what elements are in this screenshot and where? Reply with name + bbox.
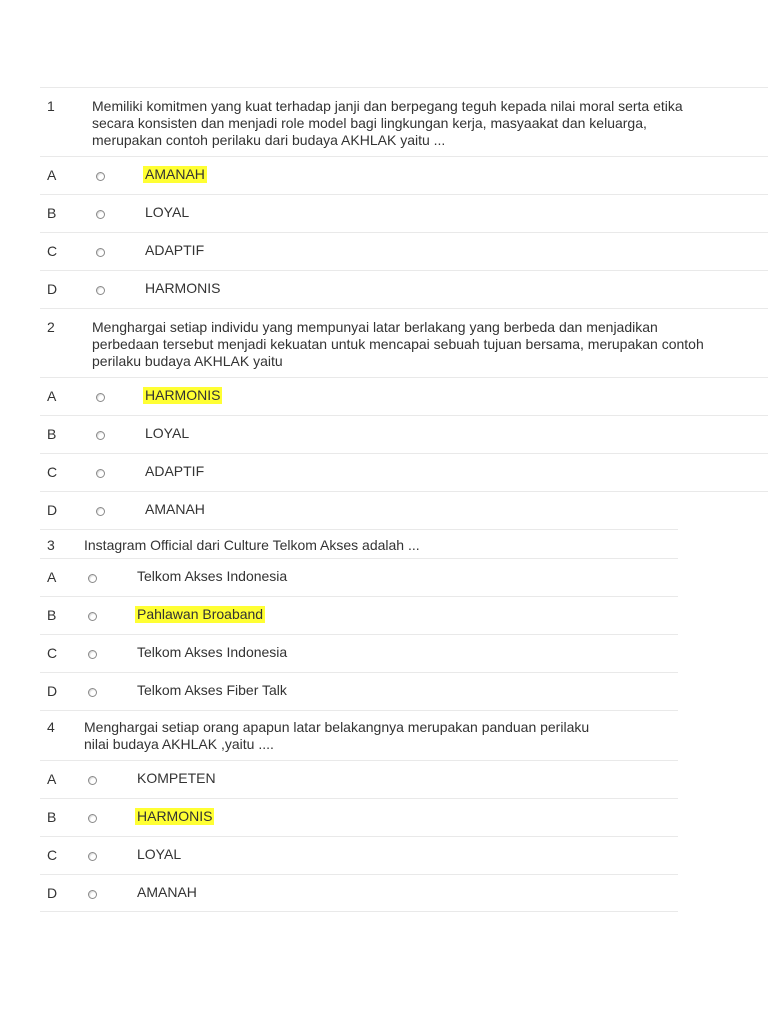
option-letter: A — [47, 569, 57, 585]
option-row[interactable] — [40, 194, 768, 232]
option-row[interactable] — [40, 156, 768, 194]
question-number: 1 — [47, 98, 55, 114]
option-text: Telkom Akses Fiber Talk — [137, 682, 287, 698]
option-letter: B — [47, 809, 57, 825]
option-row[interactable] — [40, 596, 678, 634]
option-letter: B — [47, 205, 57, 221]
option-letter: C — [47, 243, 58, 259]
option-text: ADAPTIF — [145, 463, 205, 479]
option-text: Telkom Akses Indonesia — [137, 644, 288, 660]
option-row[interactable] — [40, 836, 678, 874]
question-row — [40, 87, 768, 156]
radio-button[interactable] — [88, 650, 97, 659]
option-letter: D — [47, 885, 58, 901]
question-block-2 — [40, 308, 768, 529]
option-row[interactable] — [40, 270, 768, 308]
option-text: AMANAH — [145, 166, 205, 182]
option-row[interactable] — [40, 453, 768, 491]
question-text: Instagram Official dari Culture Telkom Akses adalah ... — [84, 537, 420, 553]
radio-button[interactable] — [96, 431, 105, 440]
option-row[interactable] — [40, 491, 768, 529]
option-text: Telkom Akses Indonesia — [137, 568, 288, 584]
option-text: HARMONIS — [137, 808, 213, 824]
option-row[interactable] — [40, 672, 678, 710]
radio-button[interactable] — [96, 172, 105, 181]
radio-button[interactable] — [88, 612, 97, 621]
option-letter: C — [47, 464, 58, 480]
option-text: AMANAH — [137, 884, 197, 900]
option-letter: D — [47, 281, 58, 297]
option-text: KOMPETEN — [137, 770, 216, 786]
question-row — [40, 529, 678, 558]
radio-button[interactable] — [96, 393, 105, 402]
question-row — [40, 710, 678, 760]
question-block-4 — [40, 710, 678, 912]
question-text: Menghargai setiap individu yang mempunyai latar berlakang yang berbeda dan menjadikan perbedaan tersebut menjadi kekuatan untuk mencapai sebuah tujuan bersama, merupakan contoh perilaku budaya AKHLAK yaitu — [92, 319, 704, 369]
radio-button[interactable] — [88, 814, 97, 823]
quiz-sheet — [40, 87, 768, 912]
option-letter: C — [47, 645, 58, 661]
radio-button[interactable] — [96, 507, 105, 516]
question-text: Memiliki komitmen yang kuat terhadap janji dan berpegang teguh kepada nilai moral serta etika secara konsisten dan menjadi role model bagi lingkungan kerja, masyaakat dan keluarga, merupakan contoh perilaku dari budaya AKHLAK yaitu ... — [92, 98, 683, 148]
option-text: LOYAL — [145, 204, 190, 220]
option-text: LOYAL — [137, 846, 182, 862]
option-letter: D — [47, 683, 58, 699]
option-text: ADAPTIF — [145, 242, 205, 258]
option-text: HARMONIS — [145, 387, 221, 403]
option-row[interactable] — [40, 760, 678, 798]
option-letter: C — [47, 847, 58, 863]
option-row[interactable] — [40, 558, 678, 596]
option-row[interactable] — [40, 377, 768, 415]
question-block-3 — [40, 529, 678, 710]
question-row — [40, 308, 768, 377]
option-text: LOYAL — [145, 425, 190, 441]
option-text: AMANAH — [145, 501, 205, 517]
option-row[interactable] — [40, 634, 678, 672]
option-row[interactable] — [40, 415, 768, 453]
radio-button[interactable] — [88, 688, 97, 697]
option-text: Pahlawan Broaband — [137, 606, 264, 622]
option-row[interactable] — [40, 232, 768, 270]
option-letter: B — [47, 426, 57, 442]
question-number: 4 — [47, 719, 55, 735]
radio-button[interactable] — [96, 469, 105, 478]
option-letter: A — [47, 771, 57, 787]
option-text: HARMONIS — [145, 280, 221, 296]
option-letter: A — [47, 388, 57, 404]
radio-button[interactable] — [96, 210, 105, 219]
radio-button[interactable] — [88, 852, 97, 861]
question-number: 2 — [47, 319, 55, 335]
radio-button[interactable] — [88, 574, 97, 583]
question-text: Menghargai setiap orang apapun latar belakangnya merupakan panduan perilaku nilai budaya AKHLAK ,yaitu .... — [84, 719, 590, 752]
question-block-1 — [40, 87, 768, 308]
radio-button[interactable] — [96, 286, 105, 295]
radio-button[interactable] — [88, 776, 97, 785]
option-row[interactable] — [40, 798, 678, 836]
option-letter: A — [47, 167, 57, 183]
radio-button[interactable] — [88, 890, 97, 899]
option-row[interactable] — [40, 874, 678, 912]
radio-button[interactable] — [96, 248, 105, 257]
option-letter: D — [47, 502, 58, 518]
option-letter: B — [47, 607, 57, 623]
question-number: 3 — [47, 537, 55, 553]
